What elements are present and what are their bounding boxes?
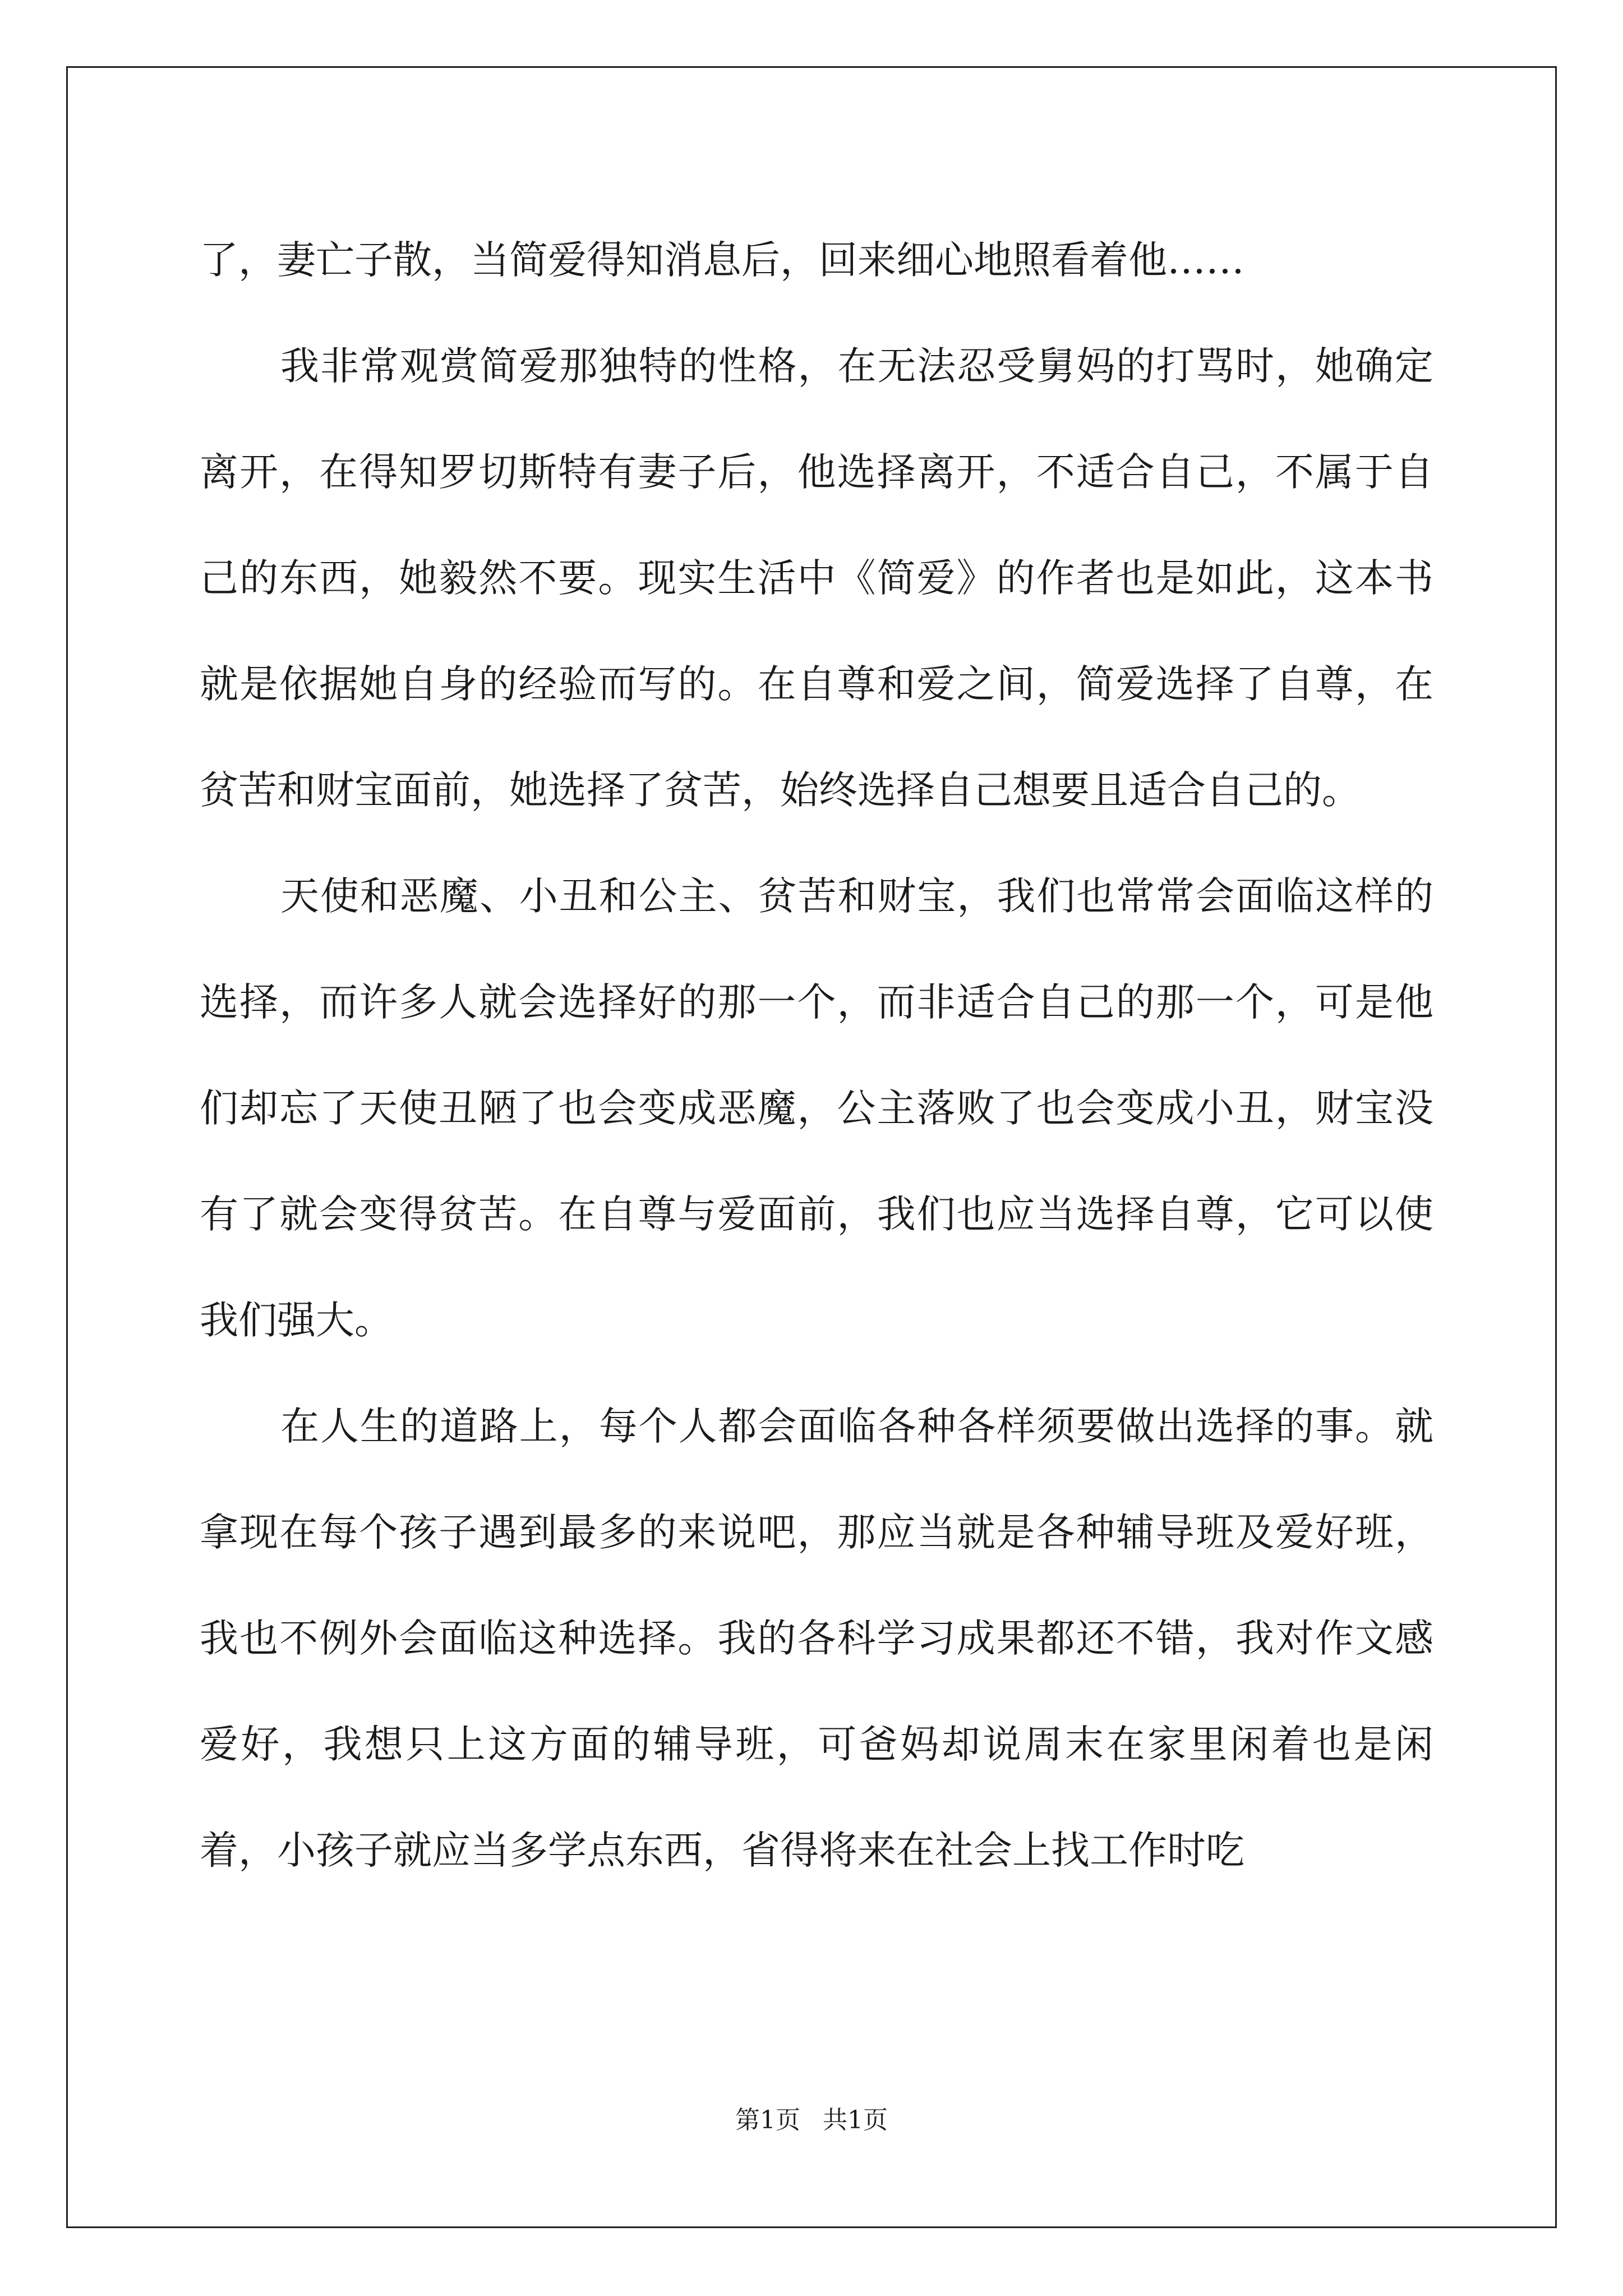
paragraph-1: 了，妻亡子散，当简爱得知消息后，回来细心地照看着他…… — [200, 238, 1244, 283]
document-body — [200, 208, 1433, 1904]
page-number: 第1页 — [735, 2106, 800, 2134]
paragraph-4: 在人生的道路上，每个人都会面临各种各样须要做出选择的事。就拿现在每个孩子遇到最多的来说吧，那应当就是各种辅导班及爱好班，我也不例外会面临这种选择。我的各科学习成果都还不错，我对作文感爱好，我想只上这方面的辅导班，可爸妈却说周末在家里闲着也是闲着，小孩子就应当多学点东西，省得将来在社会上找工作时吃 — [200, 1404, 1433, 1873]
page-total: 共1页 — [823, 2106, 888, 2134]
paragraph-3: 天使和恶魔、小丑和公主、贫苦和财宝，我们也常常会面临这样的选择，而许多人就会选择好的那一个，而非适合自己的那一个，可是他们却忘了天使丑陋了也会变成恶魔，公主落败了也会变成小丑，财宝没有了就会变得贫苦。在自尊与爱面前，我们也应当选择自尊，它可以使我们强大。 — [200, 874, 1433, 1343]
paragraph-2: 我非常观赏简爱那独特的性格，在无法忍受舅妈的打骂时，她确定离开，在得知罗切斯特有妻子后，他选择离开，不适合自己，不属于自己的东西，她毅然不要。现实生活中《简爱》的作者也是如此，这本书就是依据她自身的经验而写的。在自尊和爱之间，简爱选择了自尊，在贫苦和财宝面前，她选择了贫苦，始终选择自己想要且适合自己的。 — [200, 344, 1433, 813]
page-footer — [0, 2104, 1623, 2137]
